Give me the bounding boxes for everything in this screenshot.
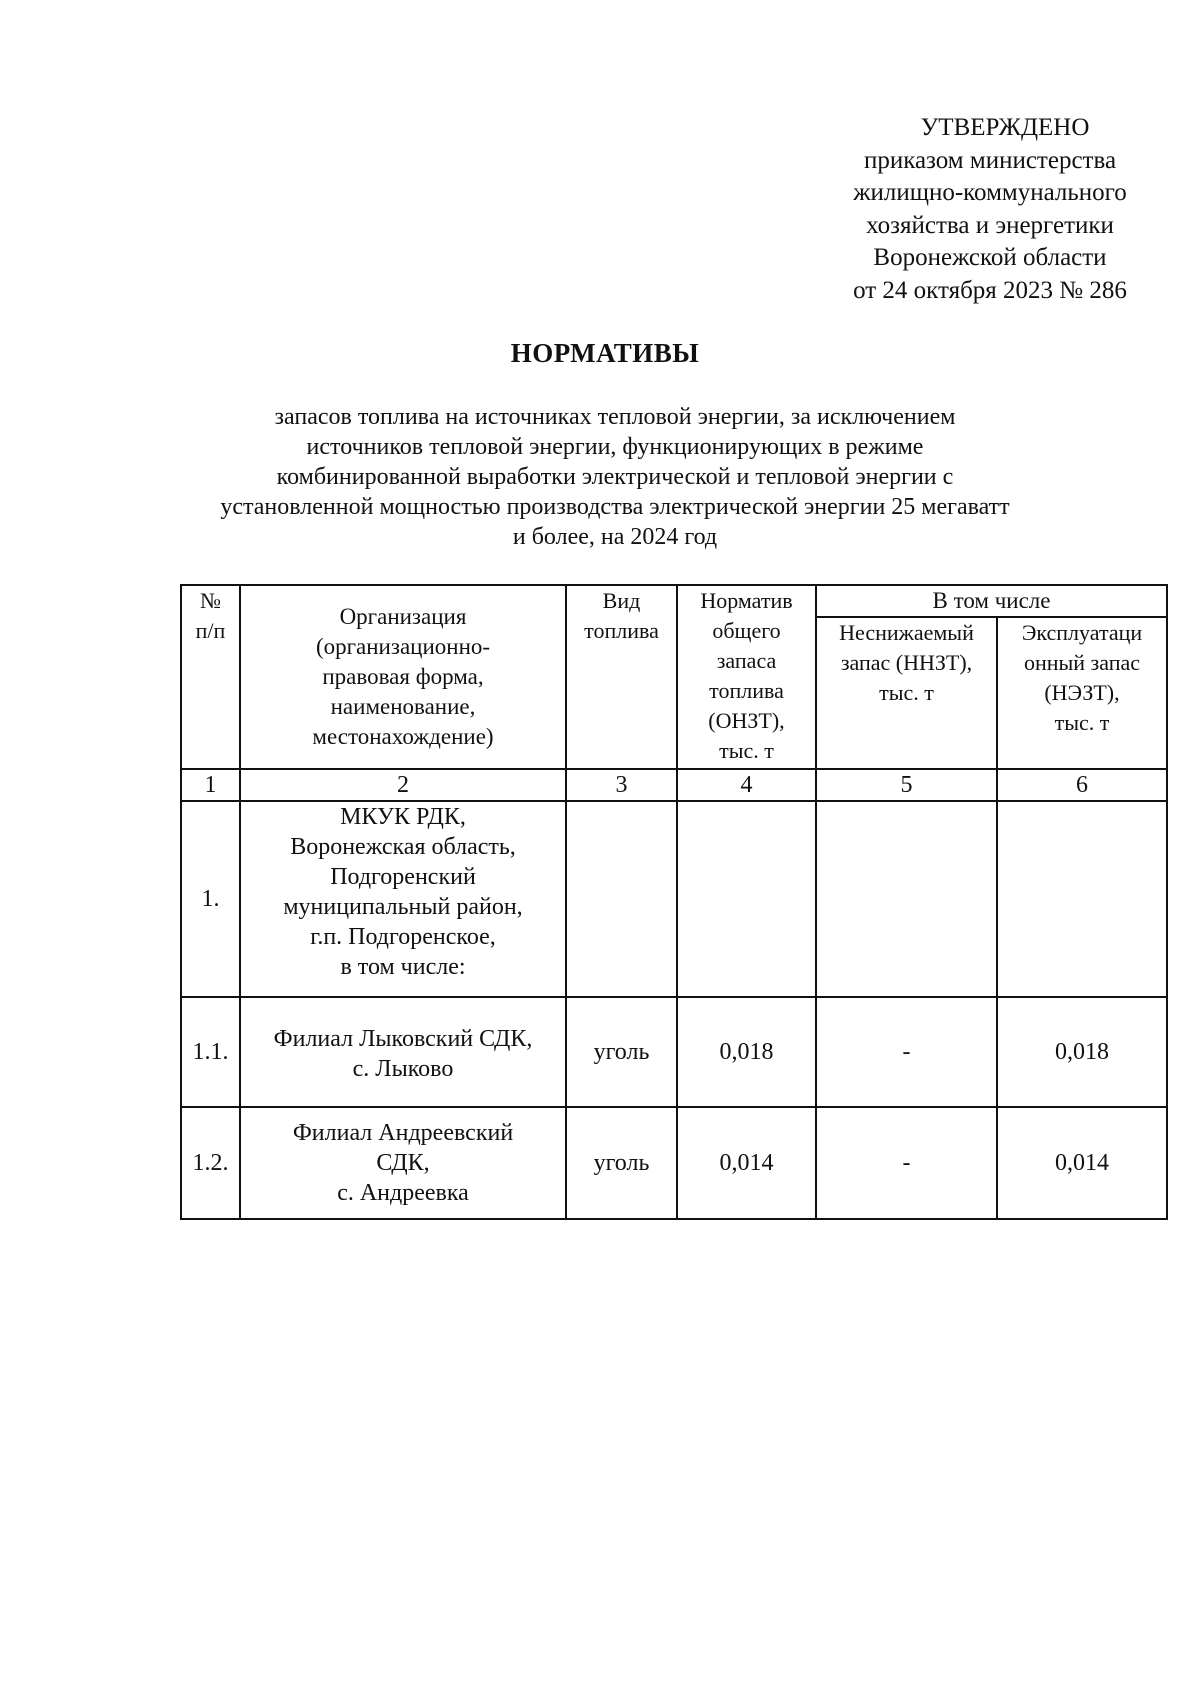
table-row xyxy=(181,997,1167,1107)
row-nezt: 0,018 xyxy=(997,997,1167,1107)
header-total-line: (ОНЗТ), xyxy=(708,708,785,733)
row-number: 1. xyxy=(181,801,240,997)
document-subtitle xyxy=(180,402,1050,552)
header-nezt-line: Эксплуатаци xyxy=(1021,620,1143,645)
approval-line: приказом министерства xyxy=(863,146,1117,174)
column-number: 5 xyxy=(816,769,997,801)
header-total-line: тыс. т xyxy=(719,738,774,763)
org-line: Воронежская область, xyxy=(290,834,516,860)
row-nnzt: - xyxy=(816,1107,997,1219)
header-org-line: местонахождение) xyxy=(312,724,494,749)
column-number: 3 xyxy=(566,769,677,801)
org-line: г.п. Подгоренское, xyxy=(310,924,496,950)
header-total-norm xyxy=(677,585,816,769)
header-nnzt-line: запас (ННЗТ), xyxy=(840,650,973,675)
column-number-row xyxy=(181,769,1167,801)
header-num xyxy=(181,585,240,769)
subtitle-line: источников тепловой энергии, функционирующих в режиме xyxy=(306,434,924,460)
header-org-line: Организация xyxy=(339,604,467,629)
norms-table xyxy=(180,584,1168,1220)
header-nezt-line: онный запас xyxy=(1023,650,1141,675)
column-number: 6 xyxy=(997,769,1167,801)
header-org-line: (организационно- xyxy=(315,634,491,659)
header-nnzt-line: Неснижаемый xyxy=(839,620,974,645)
header-organization xyxy=(240,585,566,769)
row-organization xyxy=(240,801,566,997)
header-nnzt-line: тыс. т xyxy=(879,680,934,705)
row-nnzt: - xyxy=(816,997,997,1107)
document-title: НОРМАТИВЫ xyxy=(510,338,700,368)
org-line: МКУК РДК, xyxy=(340,804,466,830)
row-fuel: уголь xyxy=(566,997,677,1107)
header-total-line: общего xyxy=(712,618,781,643)
header-num-line: п/п xyxy=(195,618,226,643)
column-number: 2 xyxy=(240,769,566,801)
row-nnzt xyxy=(816,801,997,997)
row-nezt xyxy=(997,801,1167,997)
header-fuel-line: топлива xyxy=(584,618,659,643)
approval-heading: УТВЕРЖДЕНО xyxy=(920,114,1090,141)
header-total-line: запаса xyxy=(716,648,777,673)
org-line: в том числе: xyxy=(340,954,466,980)
org-line: Филиал Андреевский xyxy=(292,1120,514,1146)
org-line: Подгоренский xyxy=(330,864,476,890)
header-fuel-line: Вид xyxy=(602,588,641,613)
row-total xyxy=(677,801,816,997)
subtitle-line: и более, на 2024 год xyxy=(512,524,718,550)
subtitle-line: запасов топлива на источниках тепловой энергии, за исключением xyxy=(274,404,956,430)
header-total-line: топлива xyxy=(709,678,784,703)
table-row xyxy=(181,801,1167,997)
header-nezt-line: тыс. т xyxy=(1054,710,1110,735)
table-row xyxy=(181,1107,1167,1219)
header-including-group: В том числе xyxy=(816,585,1167,617)
org-line: Филиал Лыковский СДК, xyxy=(273,1026,533,1052)
approval-line: от 24 октября 2023 № 286 xyxy=(853,276,1127,304)
approval-line: жилищно-коммунального xyxy=(853,179,1127,206)
row-fuel: уголь xyxy=(566,1107,677,1219)
subtitle-line: установленной мощностью производства электрической энергии 25 мегаватт xyxy=(220,494,1010,520)
row-total: 0,018 xyxy=(677,997,816,1107)
header-org-line: правовая форма, xyxy=(322,664,484,689)
row-organization xyxy=(240,1107,566,1219)
approval-line: хозяйства и энергетики xyxy=(866,211,1114,239)
row-fuel xyxy=(566,801,677,997)
org-line: с. Андреевка xyxy=(337,1180,469,1206)
approval-line: Воронежской области xyxy=(873,244,1107,271)
header-nnzt xyxy=(816,617,997,769)
org-line: с. Лыково xyxy=(352,1056,454,1082)
org-line: муниципальный район, xyxy=(283,894,523,920)
column-number: 1 xyxy=(181,769,240,801)
header-org-line: наименование, xyxy=(330,694,476,719)
row-organization xyxy=(240,997,566,1107)
row-nezt: 0,014 xyxy=(997,1107,1167,1219)
row-number: 1.2. xyxy=(181,1107,240,1219)
row-total: 0,014 xyxy=(677,1107,816,1219)
subtitle-line: комбинированной выработки электрической и тепловой энергии с xyxy=(276,464,954,490)
row-number: 1.1. xyxy=(181,997,240,1107)
org-line: СДК, xyxy=(376,1150,430,1176)
header-nezt-line: (НЭЗТ), xyxy=(1044,680,1120,705)
header-fuel-type xyxy=(566,585,677,769)
header-num-line: № xyxy=(200,588,221,613)
column-number: 4 xyxy=(677,769,816,801)
approval-stamp xyxy=(800,112,1180,307)
header-nezt xyxy=(997,617,1167,769)
header-total-line: Норматив xyxy=(700,588,793,613)
